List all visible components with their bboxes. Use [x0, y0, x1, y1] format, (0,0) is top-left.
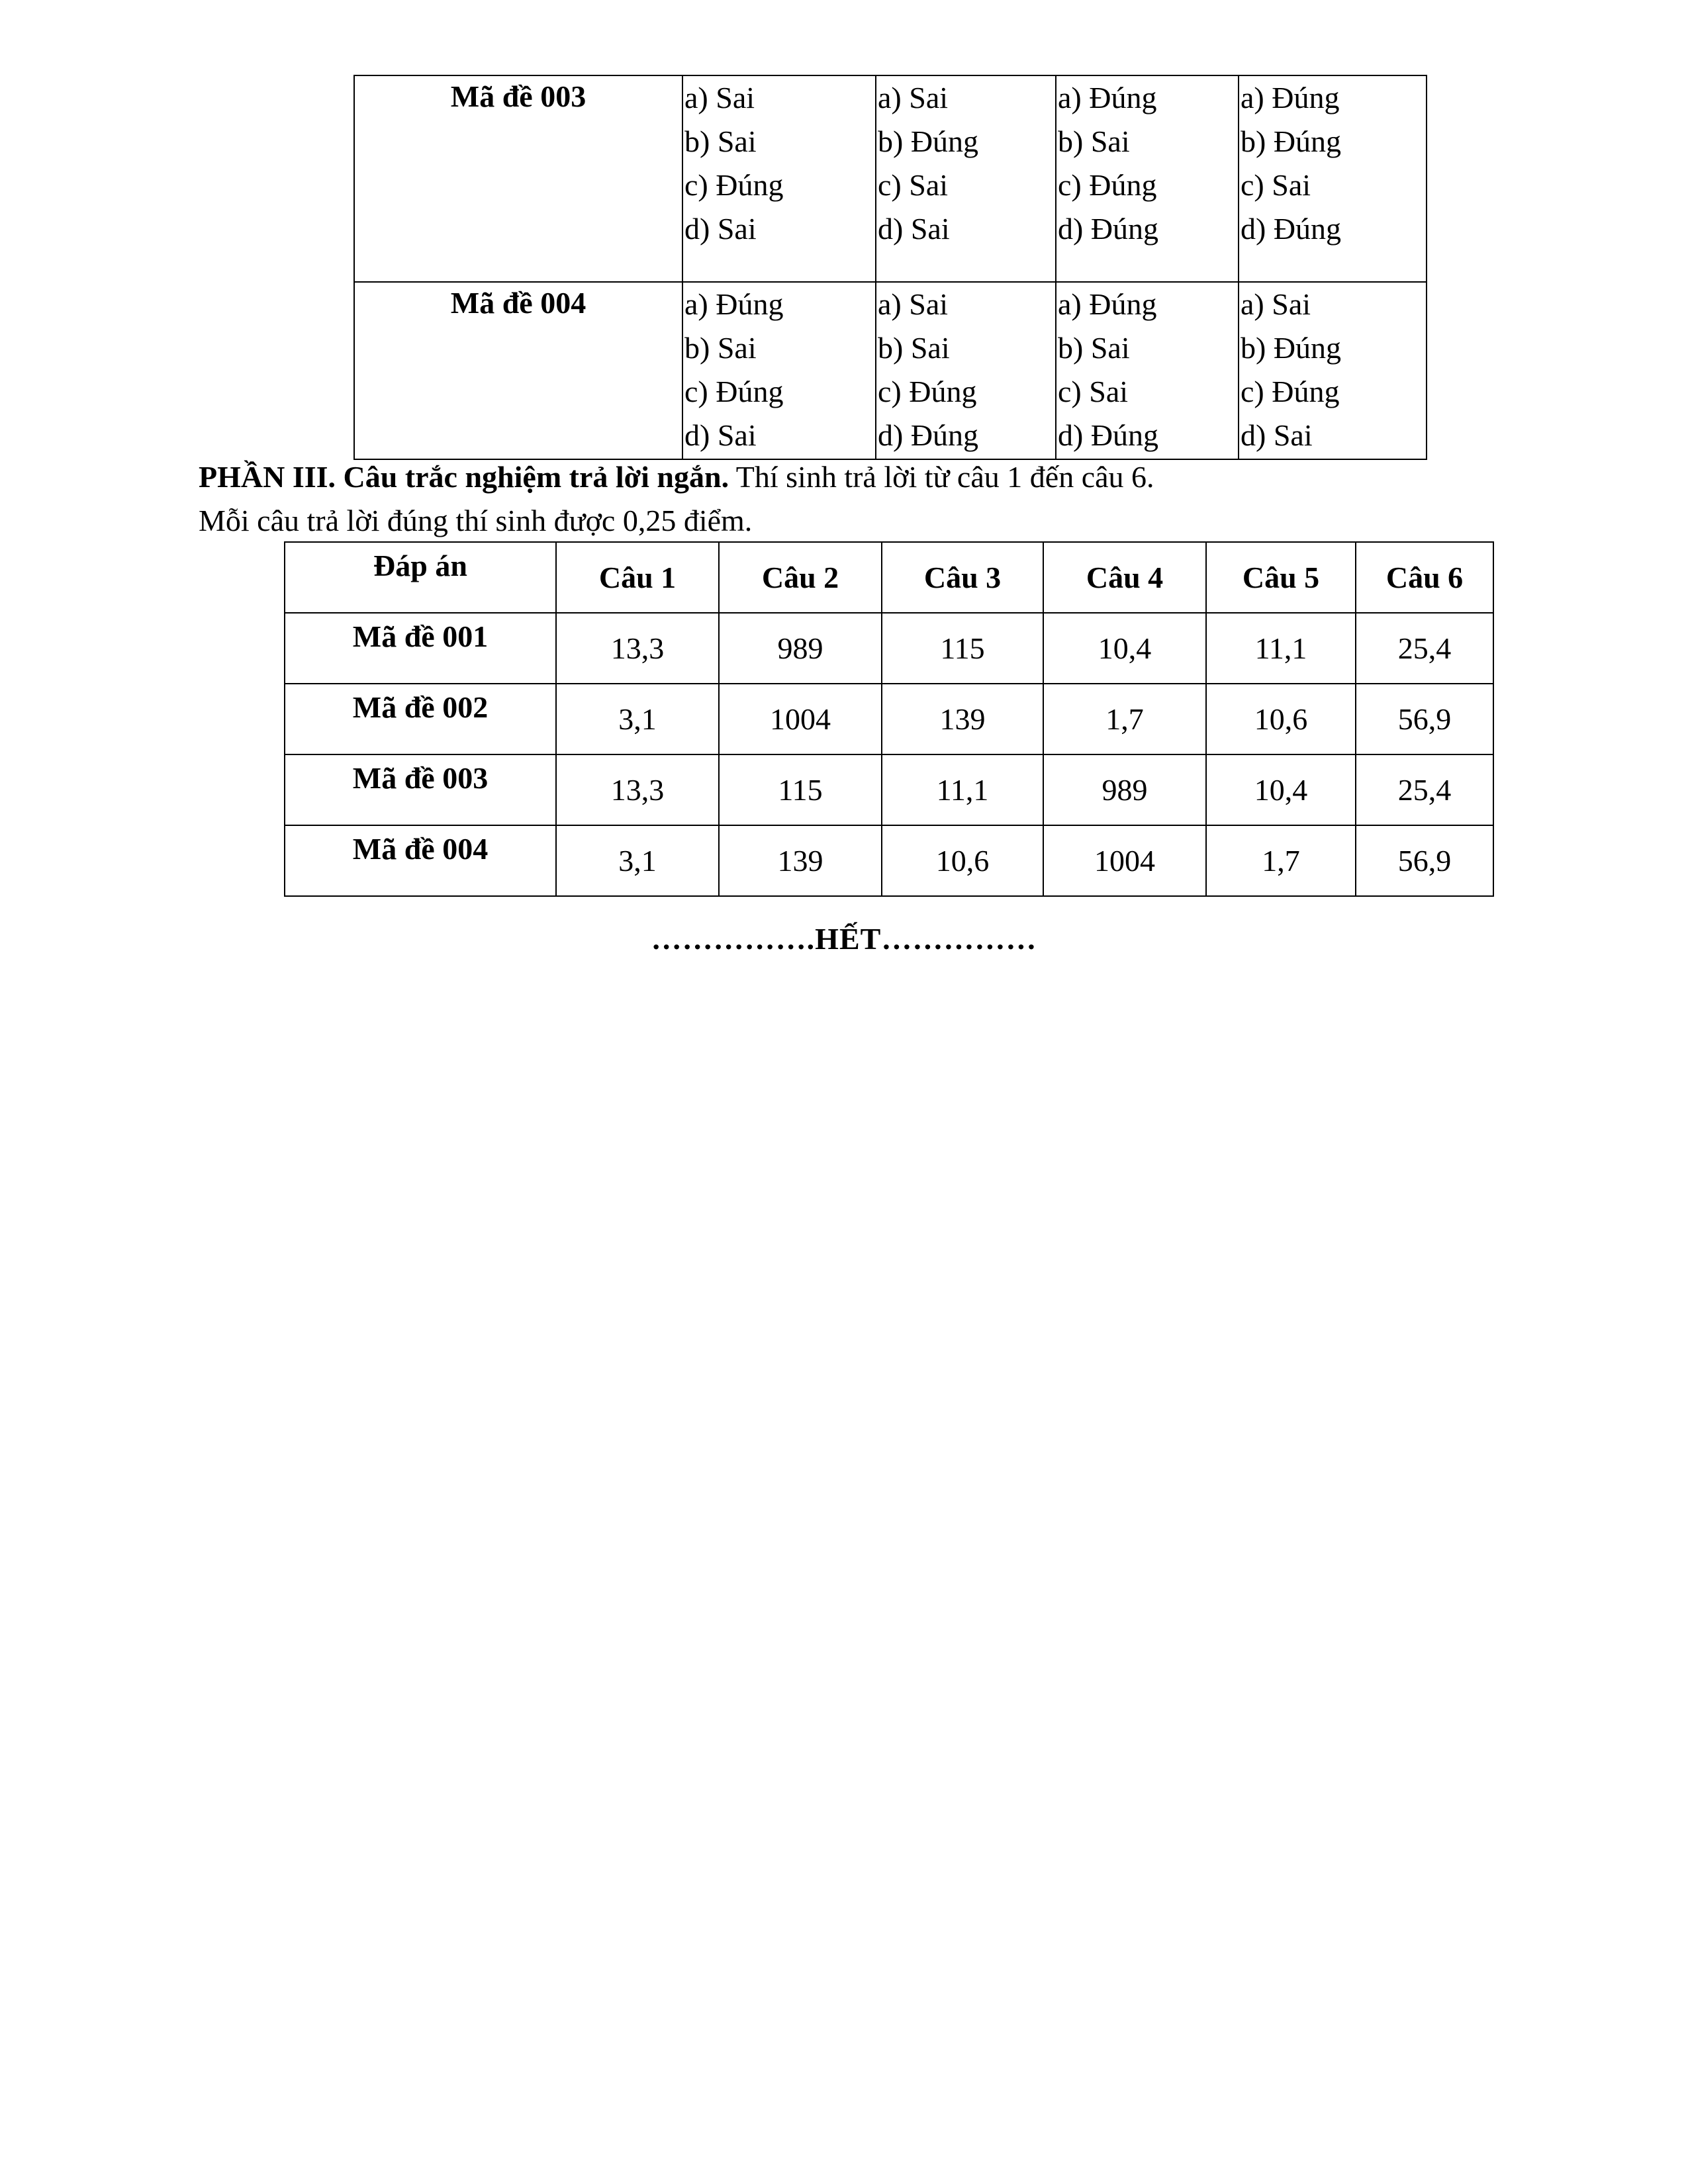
answer-line: a) Đúng: [684, 287, 784, 321]
answer-cell: 56,9: [1356, 684, 1493, 754]
exam-code-cell: Mã đề 003: [285, 754, 556, 825]
answer-cell: 1,7: [1206, 825, 1356, 896]
answer-line: b) Đúng: [878, 124, 979, 158]
answer-cell: [1239, 282, 1427, 459]
answer-line: b) Sai: [684, 124, 757, 158]
column-header: Câu 2: [719, 542, 882, 613]
answer-cell: 139: [719, 825, 882, 896]
answer-line: a) Đúng: [1058, 287, 1157, 321]
answer-cell: 115: [719, 754, 882, 825]
short-answer-table: [284, 541, 1494, 897]
section-3-instruction: Thí sinh trả lời từ câu 1 đến câu 6.: [729, 460, 1154, 494]
answer-cell: 13,3: [556, 754, 719, 825]
answer-line: d) Sai: [684, 212, 757, 246]
answer-cell: 3,1: [556, 825, 719, 896]
answer-cell: 10,4: [1206, 754, 1356, 825]
answer-cell: 25,4: [1356, 613, 1493, 684]
answer-line: a) Đúng: [1241, 81, 1340, 114]
answer-line: d) Đúng: [878, 418, 979, 452]
answer-line: a) Sai: [1241, 287, 1311, 321]
answer-cell: [876, 75, 1056, 282]
answer-line: b) Sai: [684, 331, 757, 365]
answer-cell: 11,1: [1206, 613, 1356, 684]
answer-cell: [682, 282, 876, 459]
answer-line: d) Đúng: [1058, 212, 1159, 246]
answer-line: c) Đúng: [684, 168, 784, 202]
answer-line: c) Sai: [878, 168, 949, 202]
answer-line: a) Sai: [684, 81, 755, 114]
answer-cell: 989: [1043, 754, 1206, 825]
answer-cell: 1004: [1043, 825, 1206, 896]
answer-line: b) Sai: [878, 331, 950, 365]
answer-cell: 1,7: [1043, 684, 1206, 754]
table-row: [285, 825, 1493, 896]
answer-cell: 989: [719, 613, 882, 684]
end-of-exam-marker: …………….HẾT……………: [651, 922, 1037, 956]
answer-cell: 13,3: [556, 613, 719, 684]
answer-cell: 1004: [719, 684, 882, 754]
answer-line: a) Đúng: [1058, 81, 1157, 114]
answer-line: a) Sai: [878, 81, 949, 114]
answer-line: c) Đúng: [878, 375, 977, 408]
exam-code-cell: Mã đề 003: [354, 75, 682, 282]
exam-code-cell: Mã đề 001: [285, 613, 556, 684]
exam-code-cell: Mã đề 004: [285, 825, 556, 896]
column-header: Câu 4: [1043, 542, 1206, 613]
table-row: [285, 754, 1493, 825]
answer-cell: [682, 75, 876, 282]
section-3-score-note: Mỗi câu trả lời đúng thí sinh được 0,25 điểm.: [199, 504, 753, 537]
answer-line: b) Sai: [1058, 331, 1130, 365]
table-row: [354, 282, 1427, 459]
column-header: Câu 3: [882, 542, 1043, 613]
answer-line: c) Sai: [1241, 168, 1311, 202]
table-header-row: [285, 542, 1493, 613]
exam-code-cell: Mã đề 004: [354, 282, 682, 459]
table-row: [354, 75, 1427, 282]
table-row: [285, 613, 1493, 684]
answer-line: b) Sai: [1058, 124, 1130, 158]
answer-line: d) Sai: [1241, 418, 1313, 452]
column-header: Câu 6: [1356, 542, 1493, 613]
answer-line: d) Sai: [878, 212, 950, 246]
table-row: [285, 684, 1493, 754]
true-false-answer-table: [353, 75, 1427, 460]
answer-cell: [1239, 75, 1427, 282]
answer-cell: 115: [882, 613, 1043, 684]
section-3-heading: PHẦN III. Câu trắc nghiệm trả lời ngắn.: [199, 460, 729, 494]
answer-line: c) Đúng: [1058, 168, 1157, 202]
column-header: Câu 1: [556, 542, 719, 613]
answer-cell: 10,4: [1043, 613, 1206, 684]
answer-cell: 56,9: [1356, 825, 1493, 896]
answer-line: b) Đúng: [1241, 331, 1342, 365]
column-header: Đáp án: [285, 542, 556, 613]
answer-cell: 25,4: [1356, 754, 1493, 825]
answer-cell: 10,6: [882, 825, 1043, 896]
answer-cell: 3,1: [556, 684, 719, 754]
section-3-line: [199, 455, 1523, 499]
answer-cell: [1056, 75, 1239, 282]
answer-cell: 11,1: [882, 754, 1043, 825]
answer-line: d) Đúng: [1058, 418, 1159, 452]
answer-line: b) Đúng: [1241, 124, 1342, 158]
answer-cell: 139: [882, 684, 1043, 754]
answer-cell: [876, 282, 1056, 459]
exam-code-cell: Mã đề 002: [285, 684, 556, 754]
answer-line: c) Đúng: [684, 375, 784, 408]
answer-line: d) Sai: [684, 418, 757, 452]
answer-line: d) Đúng: [1241, 212, 1342, 246]
answer-cell: [1056, 282, 1239, 459]
section-3-intro: [199, 455, 1523, 543]
answer-line: c) Đúng: [1241, 375, 1340, 408]
answer-line: c) Sai: [1058, 375, 1129, 408]
answer-cell: 10,6: [1206, 684, 1356, 754]
answer-line: a) Sai: [878, 287, 949, 321]
column-header: Câu 5: [1206, 542, 1356, 613]
